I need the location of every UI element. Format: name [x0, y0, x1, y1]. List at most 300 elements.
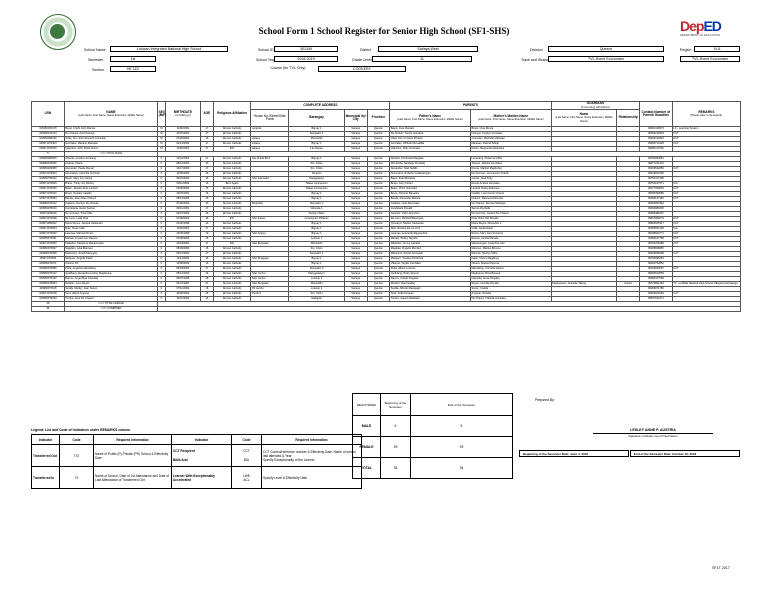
table-cell[interactable]: 09391418373 — [640, 127, 673, 132]
table-cell[interactable]: Bruce, Roberto Banaresi — [390, 192, 471, 197]
table-cell[interactable]: Roman Catholic — [213, 132, 251, 137]
table-cell[interactable]: CCT — [672, 197, 740, 202]
table-cell[interactable]: Sitio Samsudin — [251, 177, 289, 182]
table-cell[interactable]: CCT — [672, 132, 740, 137]
table-cell[interactable]: Larracang, Rosanna Iriliha — [470, 157, 551, 162]
table-cell[interactable]: Maitedez, Jimmy Gatdula — [390, 242, 471, 247]
table-cell[interactable]: 16 — [201, 212, 214, 217]
table-cell[interactable]: 09479891449 — [640, 282, 673, 287]
table-cell[interactable]: Roman Catholic — [213, 157, 251, 162]
table-cell[interactable]: Lutucan 1 — [289, 237, 345, 242]
table-cell[interactable]: Sariaya — [344, 197, 367, 202]
table-cell[interactable]: Roman Catholic — [213, 142, 251, 147]
table-cell[interactable]: Valentino, Rolly Gonzales — [390, 147, 471, 152]
table-cell[interactable]: Ricafort, Raul Gadiaj — [390, 282, 471, 287]
table-cell[interactable]: Sariaya — [344, 282, 367, 287]
table-cell[interactable]: Roman Catholic — [213, 137, 251, 142]
table-cell[interactable]: 09066913659 — [640, 272, 673, 277]
table-cell[interactable]: Sampaloc 2 — [289, 202, 345, 207]
table-cell[interactable]: 09065490680 — [640, 192, 673, 197]
table-cell[interactable]: Sevilla, Alfredo Macasagri — [390, 287, 471, 292]
table-cell[interactable]: 109950020080 — [32, 167, 65, 172]
table-cell[interactable]: F — [158, 217, 166, 222]
table-cell[interactable]: De Guzman, Concepcion Toledo — [470, 172, 551, 177]
school-name-field[interactable]: Lutucan Integrated National High School — [110, 46, 228, 52]
table-cell[interactable]: Tumba, Jena De Chavez — [64, 297, 157, 302]
table-cell[interactable]: INC — [213, 147, 251, 152]
table-cell[interactable]: Quezon — [367, 157, 390, 162]
table-cell[interactable]: 109971070150 — [32, 147, 65, 152]
table-cell[interactable]: Roman Catholic — [213, 272, 251, 277]
table-cell[interactable]: 109950790012 — [32, 177, 65, 182]
table-cell[interactable]: F — [158, 197, 166, 202]
table-cell[interactable]: Quezon — [367, 212, 390, 217]
table-cell[interactable]: 09489838655 — [640, 247, 673, 252]
table-cell[interactable]: 10/10/2002 — [165, 297, 200, 302]
table-cell[interactable]: Las Repas — [289, 147, 345, 152]
table-cell[interactable]: Sariaya — [344, 192, 367, 197]
table-cell[interactable]: Quezon — [367, 167, 390, 172]
table-cell[interactable]: 109971080062 — [32, 222, 65, 227]
table-cell[interactable]: 16 — [201, 182, 214, 187]
table-cell[interactable]: Sera, Allyza Ampuan — [64, 292, 157, 297]
table-cell[interactable]: 17 — [201, 252, 214, 257]
table-cell[interactable]: Roman Catholic — [213, 212, 251, 217]
table-cell[interactable]: Bunjudan — [251, 202, 289, 207]
table-cell[interactable]: F — [158, 262, 166, 267]
table-cell[interactable]: Quezon — [367, 182, 390, 187]
table-cell[interactable]: CCT — [672, 292, 740, 297]
table-cell[interactable]: 12/08/2002 — [165, 262, 200, 267]
table-cell[interactable]: 09537924271 — [640, 297, 673, 302]
table-cell[interactable]: F — [158, 187, 166, 192]
table-cell[interactable]: Roman Catholic — [213, 192, 251, 197]
table-cell[interactable]: Bruce, Rosalie Castillo — [64, 192, 157, 197]
table-cell[interactable]: De Leon, Leila Dula — [64, 217, 157, 222]
table-cell[interactable]: Quezon — [367, 262, 390, 267]
table-cell[interactable]: Remar, Maribel Magbuhay — [470, 167, 551, 172]
table-cell[interactable]: Almonares, Carol De Guzman — [64, 172, 157, 177]
grade-level-field[interactable]: 11 — [372, 56, 472, 62]
table-cell[interactable]: Sariaya — [344, 167, 367, 172]
table-cell[interactable]: 16 — [201, 262, 214, 267]
table-cell[interactable]: Talaan Concepcion — [289, 187, 345, 192]
table-cell[interactable]: 06/07/2002 — [165, 252, 200, 257]
table-cell[interactable]: Marasan, Rachel Albejo — [470, 142, 551, 147]
table-cell[interactable]: Quezon — [367, 247, 390, 252]
table-cell[interactable]: 16 — [201, 172, 214, 177]
table-cell[interactable]: Bignay 1 — [289, 197, 345, 202]
table-cell[interactable]: 315450150178 — [32, 127, 65, 132]
table-cell[interactable]: F — [158, 267, 166, 272]
table-cell[interactable]: Bravo, Jerry Flores — [390, 182, 471, 187]
table-cell[interactable]: 17 — [201, 142, 214, 147]
table-cell[interactable]: Macasibay, Cornelia Velena — [470, 267, 551, 272]
table-cell[interactable]: 10/04/2001 — [165, 242, 200, 247]
table-cell[interactable]: 11/06/2001 — [165, 127, 200, 132]
table-cell[interactable]: Tumba, Joseph Dellestan — [390, 297, 471, 302]
table-cell[interactable]: 09066127346 — [640, 197, 673, 202]
table-cell[interactable]: Sariaya — [344, 272, 367, 277]
table-cell[interactable]: Montecillo — [289, 242, 345, 247]
table-cell[interactable]: Maitedez, Marianne Macanongan — [64, 242, 157, 247]
table-cell[interactable]: 09/13/2002 — [165, 197, 200, 202]
table-cell[interactable]: 09066714428 — [640, 142, 673, 147]
table-cell[interactable]: Macanongan, Josephine Ilao — [470, 242, 551, 247]
district-field[interactable]: Sariaya West — [378, 46, 478, 52]
table-cell[interactable]: Roman Catholic — [213, 252, 251, 257]
table-cell[interactable]: 08/12/2002 — [165, 162, 200, 167]
table-cell[interactable]: 09293312823 — [640, 137, 673, 142]
table-cell[interactable]: 16 — [201, 202, 214, 207]
table-cell[interactable]: Banda, Alexander Melaza — [390, 197, 471, 202]
table-cell[interactable]: Alcantis, Amelia Larracang — [64, 157, 157, 162]
table-cell[interactable]: 17 — [201, 147, 214, 152]
table-cell[interactable]: 09750993681 — [640, 157, 673, 162]
table-cell[interactable]: Lasenas, Leonardo Magsombol — [390, 232, 471, 237]
table-cell[interactable]: Quezon — [367, 222, 390, 227]
table-cell[interactable]: CCT — [672, 232, 740, 237]
table-cell[interactable]: 16 — [201, 137, 214, 142]
table-cell[interactable]: Bayot, Gina Rivera — [470, 127, 551, 132]
table-cell[interactable]: Quezon — [367, 287, 390, 292]
table-cell[interactable]: Sariaya — [344, 142, 367, 147]
table-cell[interactable]: 09750765386 — [640, 242, 673, 247]
table-cell[interactable]: 109971070040 — [32, 192, 65, 197]
table-cell[interactable]: Quezon — [367, 267, 390, 272]
table-cell[interactable]: 12/06/2001 — [165, 172, 200, 177]
table-cell[interactable]: 109950090130 — [32, 137, 65, 142]
table-cell[interactable]: 109950120004 — [32, 282, 65, 287]
table-cell[interactable]: Quezon — [367, 232, 390, 237]
table-cell[interactable]: Sariaya — [344, 187, 367, 192]
table-cell[interactable]: 16 — [201, 257, 214, 262]
table-cell[interactable]: Gadigran — [289, 297, 345, 302]
table-cell[interactable]: Quinabyo, Marlon Castantan — [390, 222, 471, 227]
table-cell[interactable]: Alexander, Paulie Remar — [64, 167, 157, 172]
table-cell[interactable]: Roman Catholic — [213, 292, 251, 297]
table-cell[interactable]: Delos Reyes, Remedios J. — [470, 222, 551, 227]
table-cell[interactable]: Purok 5 — [251, 292, 289, 297]
table-cell[interactable]: F — [158, 162, 166, 167]
table-cell[interactable]: Sariaya — [344, 172, 367, 177]
table-cell[interactable]: CCT — [672, 267, 740, 272]
table-cell[interactable]: 18 — [201, 277, 214, 282]
table-cell[interactable]: Magbanua, Mina Bavesa — [470, 272, 551, 277]
table-cell[interactable]: Aplaya — [251, 137, 289, 142]
table-cell[interactable]: Quezon — [367, 282, 390, 287]
table-cell[interactable]: 09177359053 — [640, 187, 673, 192]
table-cell[interactable]: 12/17/2000 — [165, 167, 200, 172]
table-cell[interactable]: Roman Catholic — [213, 207, 251, 212]
table-cell[interactable]: 09465057962 — [640, 202, 673, 207]
table-cell[interactable]: Quezon — [367, 227, 390, 232]
table-cell[interactable]: Bignay 1 — [289, 127, 345, 132]
table-cell[interactable]: Sariaya — [344, 247, 367, 252]
table-cell[interactable]: 09/07/1999 — [165, 277, 200, 282]
table-cell[interactable]: Manalo, Bobby Tagudin — [390, 237, 471, 242]
table-cell[interactable]: Quezon — [367, 162, 390, 167]
table-cell[interactable]: F — [158, 182, 166, 187]
table-cell[interactable]: De Chavez, Nenzee Marasga — [470, 202, 551, 207]
table-cell[interactable]: Roman Catholic — [213, 262, 251, 267]
table-cell[interactable]: 10/25/2001 — [165, 132, 200, 137]
table-cell[interactable]: F — [158, 227, 166, 232]
table-cell[interactable]: F — [158, 272, 166, 277]
table-cell[interactable]: Roman Catholic — [213, 287, 251, 292]
table-cell[interactable]: Cadacio, Noel Revocado — [390, 202, 471, 207]
table-cell[interactable]: 109971070009 — [32, 182, 65, 187]
table-cell[interactable]: Roman Catholic — [213, 162, 251, 167]
table-cell[interactable]: M — [158, 127, 166, 132]
table-cell[interactable]: Orlas, Kim Constan Pritiano — [390, 137, 471, 142]
table-cell[interactable]: Sangon Talan — [289, 212, 345, 217]
table-cell[interactable]: Quezon — [367, 202, 390, 207]
table-cell[interactable]: CCT — [672, 137, 740, 142]
table-cell[interactable]: De Guzman, Trixie Mae — [64, 212, 157, 217]
table-cell[interactable]: Concepcion Palasan — [289, 217, 345, 222]
table-cell[interactable]: Jacintos, Vido Lammison — [390, 212, 471, 217]
table-cell[interactable]: F — [158, 167, 166, 172]
table-cell[interactable]: Roman Catholic — [213, 297, 251, 302]
table-cell[interactable]: Bignay 1 — [289, 222, 345, 227]
table-cell[interactable]: 17 — [201, 242, 214, 247]
table-cell[interactable]: Manggalang 2 — [289, 272, 345, 277]
table-cell[interactable]: Sariaya — [344, 222, 367, 227]
table-cell[interactable]: 109971070090 — [32, 232, 65, 237]
table-cell[interactable]: 07/09/2002 — [165, 217, 200, 222]
table-cell[interactable]: Pagbanaran, Jeanette Tabing — [551, 282, 617, 287]
table-cell[interactable]: Quezon — [367, 127, 390, 132]
table-cell[interactable]: Montecilla, Santiago Dimaalig — [390, 162, 471, 167]
table-cell[interactable]: 16 — [201, 297, 214, 302]
table-cell[interactable]: F — [158, 242, 166, 247]
table-cell[interactable]: 17 — [201, 227, 214, 232]
table-cell[interactable]: 09154933097 — [640, 267, 673, 272]
table-cell[interactable]: Bignay 1 — [289, 232, 345, 237]
table-cell[interactable]: Mamuss, Marilou Briones — [470, 247, 551, 252]
table-cell[interactable]: F — [158, 292, 166, 297]
table-cell[interactable]: 09269558208 — [640, 252, 673, 257]
table-cell[interactable]: Colla, Jenila Hipan — [470, 227, 551, 232]
table-cell[interactable]: 09977241313 — [640, 162, 673, 167]
table-cell[interactable]: Lambol, Daisy Reticiona — [470, 187, 551, 192]
table-cell[interactable]: 07/06/2002 — [165, 202, 200, 207]
table-cell[interactable]: Sariaya — [344, 267, 367, 272]
table-cell[interactable]: 09069489167 — [640, 212, 673, 217]
table-cell[interactable]: 109971070128 — [32, 292, 65, 297]
table-cell[interactable]: 16 — [201, 217, 214, 222]
table-cell[interactable]: 109971070030 — [32, 187, 65, 192]
table-cell[interactable]: CCT — [672, 167, 740, 172]
table-cell[interactable]: 07/11/2002 — [165, 287, 200, 292]
table-cell[interactable]: 09/07/2002 — [165, 212, 200, 217]
table-cell[interactable]: 11/14/2002 — [165, 257, 200, 262]
table-cell[interactable]: Bignay 1 — [289, 157, 345, 162]
table-cell[interactable]: 109950070091 — [32, 237, 65, 242]
table-cell[interactable]: Aplaya — [251, 142, 289, 147]
table-cell[interactable]: Sariaya — [344, 132, 367, 137]
table-cell[interactable]: F — [158, 172, 166, 177]
table-cell[interactable]: M — [158, 137, 166, 142]
table-cell[interactable]: Sera, Sofia Ampuan — [390, 292, 471, 297]
school-id-field[interactable]: 301349 — [274, 46, 338, 52]
table-cell[interactable]: Alvaran, Diana — [64, 162, 157, 167]
table-cell[interactable]: F — [158, 282, 166, 287]
table-cell[interactable]: Quezon — [367, 252, 390, 257]
table-cell[interactable]: Roman Catholic — [213, 222, 251, 227]
table-cell[interactable]: 16 — [201, 192, 214, 197]
table-cell[interactable]: 109971070003 — [32, 172, 65, 177]
table-cell[interactable]: Lutucan 1 — [289, 277, 345, 282]
table-cell[interactable]: Castillo, Lorenza De Chavez — [470, 192, 551, 197]
table-cell[interactable]: Bignay 1 — [289, 257, 345, 262]
table-cell[interactable]: CCT — [672, 217, 740, 222]
table-cell[interactable]: Gonzales, Wilfredo Revadilla — [390, 142, 471, 147]
table-cell[interactable]: F — [158, 287, 166, 292]
table-cell[interactable]: Roman Catholic — [213, 267, 251, 272]
table-cell[interactable]: Candelaria, Hazel Santos — [64, 207, 157, 212]
table-cell[interactable]: Garcia, Jean Gray — [470, 177, 551, 182]
table-cell[interactable]: Chavez, Maresca Dulsortes — [470, 197, 551, 202]
table-cell[interactable]: Diaz, Ninia Colla — [64, 227, 157, 232]
table-cell[interactable]: Lasenas, Marisol Ronco — [64, 232, 157, 237]
table-cell[interactable]: 109950070293 — [32, 297, 65, 302]
table-cell[interactable]: Quezon — [367, 137, 390, 142]
table-cell[interactable]: 109950070019 — [32, 207, 65, 212]
table-cell[interactable]: M — [158, 142, 166, 147]
table-cell[interactable]: 10/06/2002 — [165, 292, 200, 297]
table-cell[interactable]: F — [158, 252, 166, 257]
table-cell[interactable]: 09065551409 — [640, 227, 673, 232]
table-cell[interactable]: Quezon — [367, 142, 390, 147]
table-cell[interactable]: Mahusmo, Danilo Dorosado — [390, 252, 471, 257]
table-cell[interactable]: Reyes, Luzvilla Alcyaba — [470, 282, 551, 287]
table-cell[interactable]: Sto. Cristo — [289, 292, 345, 297]
table-cell[interactable]: Quezon — [367, 197, 390, 202]
table-cell[interactable]: Quezon — [367, 297, 390, 302]
table-cell[interactable]: Sariaya — [344, 177, 367, 182]
table-cell[interactable]: Sariaya — [344, 297, 367, 302]
table-cell[interactable]: F — [158, 277, 166, 282]
table-cell[interactable]: T/I - La Bella National High School Villegas Gamboanga — [672, 282, 740, 287]
table-cell[interactable]: F — [158, 257, 166, 262]
table-cell[interactable]: Roman Catholic — [213, 247, 251, 252]
table-cell[interactable]: CCT — [672, 222, 740, 227]
table-cell[interactable]: Sariaya — [344, 292, 367, 297]
table-cell[interactable]: Talaan Concepcion — [289, 182, 345, 187]
table-cell[interactable]: 109950070132 — [32, 277, 65, 282]
table-cell[interactable]: Sariaya — [344, 137, 367, 142]
table-cell[interactable]: Noringa, Jocelyn Gonzales — [470, 132, 551, 137]
table-cell[interactable]: Diaz, Rosario De La Cruz — [390, 227, 471, 232]
table-cell[interactable]: Roman Catholic — [213, 232, 251, 237]
table-cell[interactable]: Sitio Aplaya — [251, 232, 289, 237]
division-field[interactable]: Quezon — [548, 46, 664, 52]
table-cell[interactable]: Belen, Janelou Ruiz Lambol — [64, 187, 157, 192]
table-cell[interactable]: 01/28/2002 — [165, 237, 200, 242]
table-cell[interactable]: Quezon — [367, 147, 390, 152]
table-cell[interactable]: Sampaloc 1 — [289, 132, 345, 137]
table-cell[interactable]: 09268943771 — [640, 232, 673, 237]
table-cell[interactable]: Sitio Centro — [251, 272, 289, 277]
table-cell[interactable]: Roman Catholic — [213, 167, 251, 172]
table-cell[interactable]: Sariaya — [344, 212, 367, 217]
table-cell[interactable]: 19 — [201, 232, 214, 237]
table-cell[interactable]: Sevilla, Marilyn Jean Suson — [64, 287, 157, 292]
table-cell[interactable]: Olivera, Marisel Paytura — [470, 262, 551, 267]
table-cell[interactable]: Quezon — [367, 242, 390, 247]
table-cell[interactable]: Sariaya — [344, 147, 367, 152]
table-cell[interactable]: Sariaya — [344, 127, 367, 132]
table-cell[interactable]: Sta. Buhat Brks — [251, 157, 289, 162]
table-cell[interactable]: 16 — [201, 247, 214, 252]
table-cell[interactable]: 07/26/2002 — [165, 137, 200, 142]
table-cell[interactable]: 109950070006 — [32, 162, 65, 167]
table-cell[interactable]: 109950080005 — [32, 157, 65, 162]
table-cell[interactable]: CCT — [672, 237, 740, 242]
table-cell[interactable]: Quezon — [367, 207, 390, 212]
table-cell[interactable]: Gibanda 1 — [289, 207, 345, 212]
table-cell[interactable]: 16 — [201, 237, 214, 242]
table-cell[interactable]: 01/30/1999 — [165, 222, 200, 227]
region-field[interactable]: IV-A — [694, 46, 740, 52]
table-cell[interactable]: Sitio Pinagsga — [251, 257, 289, 262]
table-cell[interactable]: De Guzman, Jessica De Chavez — [470, 212, 551, 217]
table-cell[interactable]: Peña, Angeline Macasibay — [64, 267, 157, 272]
semester-field[interactable]: 1st — [110, 56, 156, 62]
table-cell[interactable]: 09066017758 — [640, 237, 673, 242]
table-cell[interactable]: Sariaya — [344, 227, 367, 232]
table-cell[interactable]: 08/03/2001 — [165, 267, 200, 272]
table-cell[interactable]: F — [158, 157, 166, 162]
table-cell[interactable]: 109950120413 — [32, 132, 65, 137]
table-cell[interactable]: Delos Reyes, Jessica Castantan — [64, 222, 157, 227]
table-cell[interactable]: Faber, Nancy Magdirag — [470, 257, 551, 262]
table-cell[interactable]: Roman Catholic — [213, 172, 251, 177]
table-cell[interactable]: F — [158, 222, 166, 227]
table-cell[interactable]: Sariaya — [344, 257, 367, 262]
table-cell[interactable]: Montecillo — [289, 282, 345, 287]
table-cell[interactable]: F — [158, 237, 166, 242]
table-cell[interactable]: 21 — [201, 282, 214, 287]
table-cell[interactable]: Marquez, Teodoro Pindones — [390, 257, 471, 262]
table-cell[interactable]: De Leon, Richard Bisperpan — [390, 217, 471, 222]
table-cell[interactable]: LS - Learning System — [672, 127, 740, 132]
table-cell[interactable]: Flores, Marguerita Alcantara — [470, 147, 551, 152]
table-cell[interactable]: F — [158, 207, 166, 212]
table-cell[interactable]: Sanguin — [289, 172, 345, 177]
table-cell[interactable]: Mahusmo, Jenelfi Manugas — [64, 252, 157, 257]
table-cell[interactable]: Rendo Andrea Gonzales — [470, 182, 551, 187]
table-cell[interactable]: 10/30/1999 — [165, 232, 200, 237]
table-cell[interactable]: Lutucan 1 — [289, 287, 345, 292]
table-cell[interactable]: Consulan, Rochelle Marasan — [470, 137, 551, 142]
table-cell[interactable]: INC — [213, 242, 251, 247]
table-cell[interactable]: 16 — [201, 177, 214, 182]
table-cell[interactable]: Sto. Cristo — [289, 247, 345, 252]
table-cell[interactable]: Ramos, Angel Mae Clamelia — [64, 277, 157, 282]
table-cell[interactable]: M — [158, 147, 166, 152]
table-cell[interactable]: Sariaya — [344, 252, 367, 257]
table-cell[interactable]: IUA — [672, 227, 740, 232]
table-cell[interactable]: 09750995264 — [640, 257, 673, 262]
table-cell[interactable]: 09467954079 — [640, 217, 673, 222]
table-cell[interactable]: Sariaya — [344, 242, 367, 247]
table-cell[interactable]: Dula, Dolor Del Rosario — [470, 217, 551, 222]
track-field[interactable]: TVL-Home Economics — [548, 56, 664, 62]
table-cell[interactable]: 06/04/2002 — [165, 177, 200, 182]
